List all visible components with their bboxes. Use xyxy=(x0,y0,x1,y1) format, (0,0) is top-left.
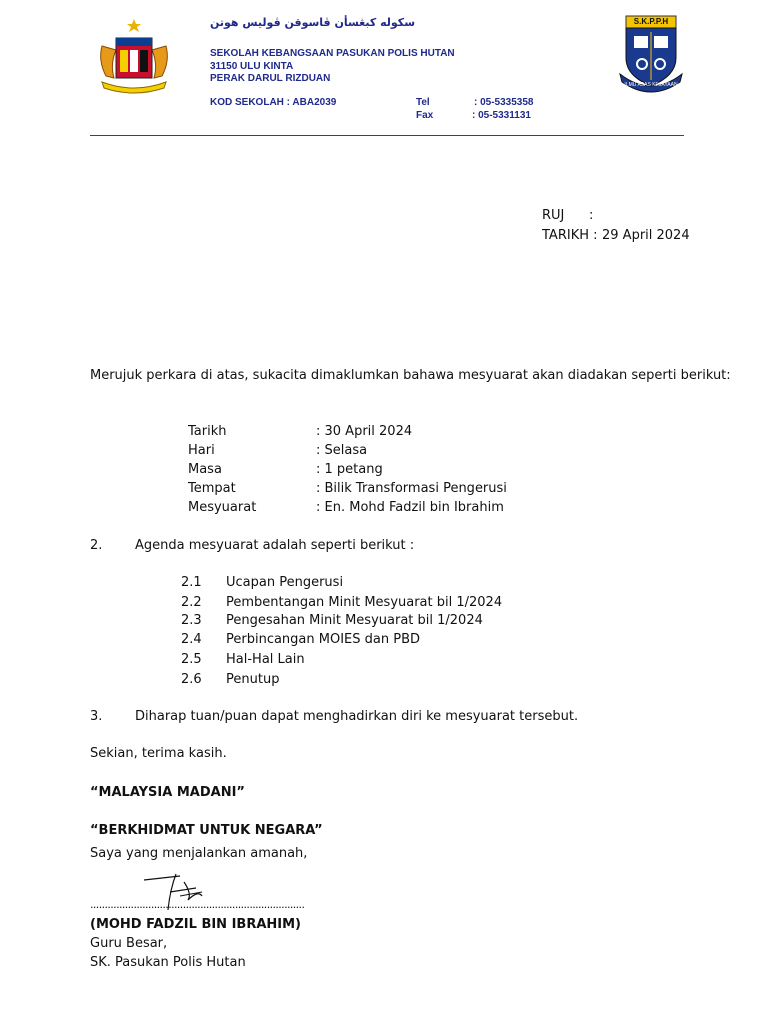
address-line-1: 31150 ULU KINTA xyxy=(210,61,294,72)
jawi-school-name: سکوله کبڠسأن ڤاسوقن ڤوليس هوتن xyxy=(210,16,416,29)
school-crest-logo xyxy=(616,14,686,94)
date-label: TARIKH : xyxy=(542,228,598,243)
fax-label: Fax xyxy=(416,110,434,121)
agenda-item-text: Ucapan Pengerusi xyxy=(226,575,344,590)
agenda-item-number: 2.3 xyxy=(181,613,202,628)
agenda-item-text: Perbincangan MOIES dan PBD xyxy=(226,632,421,647)
ruj-label: RUJ xyxy=(542,208,565,223)
slogan-malaysia-madani: “MALAYSIA MADANI” xyxy=(90,785,245,800)
agenda-item-text: Pembentangan Minit Mesyuarat bil 1/2024 xyxy=(226,595,503,610)
coat-of-arms-logo xyxy=(94,16,174,96)
school-code: KOD SEKOLAH : ABA2039 xyxy=(210,97,337,108)
detail-label: Tarikh xyxy=(188,424,227,439)
agenda-item-text: Penutup xyxy=(226,672,280,687)
trust-line: Saya yang menjalankan amanah, xyxy=(90,846,308,861)
signer-title: Guru Besar, xyxy=(90,936,168,951)
fax-value: : 05-5331131 xyxy=(472,110,531,121)
section-3-number: 3. xyxy=(90,709,103,724)
tel-value: : 05-5335358 xyxy=(474,97,534,108)
agenda-item-number: 2.5 xyxy=(181,652,202,667)
detail-value: : 30 April 2024 xyxy=(316,424,413,439)
signer-name: (MOHD FADZIL BIN IBRAHIM) xyxy=(90,917,302,932)
detail-label: Masa xyxy=(188,462,222,477)
header-divider xyxy=(90,135,684,136)
section-3-text: Diharap tuan/puan dapat menghadirkan diri ke mesyuarat tersebut. xyxy=(135,709,579,724)
detail-label: Hari xyxy=(188,443,215,458)
detail-label: Mesyuarat xyxy=(188,500,257,515)
address-line-2: PERAK DARUL RIZDUAN xyxy=(210,73,331,84)
agenda-item-text: Hal-Hal Lain xyxy=(226,652,305,667)
agenda-item-number: 2.6 xyxy=(181,672,202,687)
intro-paragraph: Merujuk perkara di atas, sukacita dimaklumkan bahawa mesyuarat akan diadakan seperti berikut: xyxy=(90,368,731,383)
agenda-item-number: 2.2 xyxy=(181,595,202,610)
crest-banner-text: S.K.P.P.H xyxy=(633,17,669,26)
detail-value: : En. Mohd Fadzil bin Ibrahim xyxy=(316,500,504,515)
section-2-number: 2. xyxy=(90,538,103,553)
section-2-text: Agenda mesyuarat adalah seperti berikut : xyxy=(135,538,415,553)
detail-value: : Bilik Transformasi Pengerusi xyxy=(316,481,507,496)
detail-label: Tempat xyxy=(188,481,236,496)
closing-thanks: Sekian, terima kasih. xyxy=(90,746,227,761)
agenda-item-text: Pengesahan Minit Mesyuarat bil 1/2024 xyxy=(226,613,483,628)
agenda-item-number: 2.1 xyxy=(181,575,202,590)
tel-label: Tel xyxy=(416,97,430,108)
detail-value: : Selasa xyxy=(316,443,368,458)
signature-line: .......................................................................... xyxy=(90,898,305,911)
slogan-berkhidmat: “BERKHIDMAT UNTUK NEGARA” xyxy=(90,823,323,838)
crest-motto-text: ILMU ASAS KEJAYAAN xyxy=(624,82,678,88)
school-name: SEKOLAH KEBANGSAAN PASUKAN POLIS HUTAN xyxy=(210,48,455,59)
detail-value: : 1 petang xyxy=(316,462,383,477)
ruj-value: : xyxy=(589,208,594,223)
agenda-item-number: 2.4 xyxy=(181,632,202,647)
signer-school: SK. Pasukan Polis Hutan xyxy=(90,955,246,970)
date-value: 29 April 2024 xyxy=(602,228,690,243)
